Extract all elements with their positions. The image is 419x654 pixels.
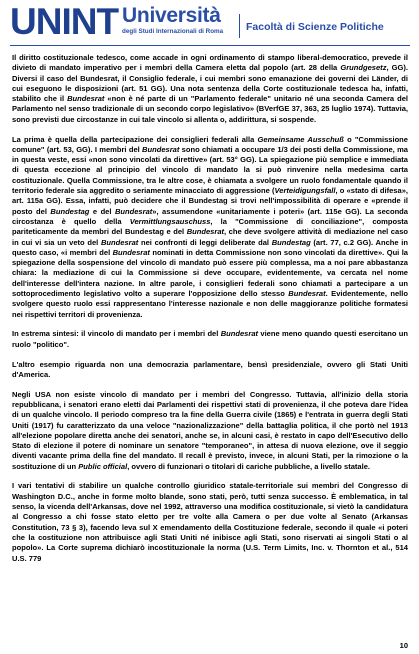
- italic-term: Bundesrat: [288, 289, 326, 299]
- header-rule: [10, 45, 410, 46]
- text-run: , la "Commissione di conciliazione", composta pariteticamente da membri del Bundestag e del: [12, 216, 409, 237]
- italic-term: Bundestag: [50, 206, 90, 216]
- text-run: nominati in detta Commissione non sono vincolati da direttive». Qui la spiegazione della sospensione del vincolo di mandato può essere più complessa, ma a noi pare abbastanza chiara: la mediazione di cui la Commissione si deve occupare, evidentemente, va cercata nel nome dell'interesse dell'intera nazione. In altre parole, i consiglieri federali sono chiamati a partecipare a un sottoprocedimento legislativo volto a superare l'opposizione dello stesso: [12, 247, 408, 299]
- italic-term: Bundesrat: [220, 329, 259, 339]
- logo-universita-text: Università: [122, 4, 221, 27]
- text-run: , o «stato di difesa», art. 115a GG). Essa, infatti, può decidere che il Bundestag si trovi nell'impossibilità di operare e «prende il posto del: [12, 186, 408, 216]
- italic-term: Gemeinsame Ausschuß: [257, 134, 344, 144]
- text-run: , GG). Diversi il caso del Bundesrat, il Consiglio federale, i cui membri sono emanazione dei governi dei Länder, di cui eseguono le disposizioni (art. 51 GG). Una nota sentenza della Corte costituzionale tedesca ha, infatti, stabilito che il: [12, 63, 409, 104]
- logo-right-block: [122, 2, 223, 36]
- italic-term: Bundesrat: [100, 237, 139, 247]
- text-run: I vari tentativi di stabilire un qualche controllo giuridico statale-territoriale sui membri del Congresso di Washington D.C., anche in forme molto blande, sono stati, però, tutti senza successo. È emblematica, in tal senso, la vicenda dell'Arkansas, dove nel 1992, attraverso una modifica costituzionale, si vietò la candidatura al Congresso a chi fosse stato eletto per tre volte alla Camera o per due volte al Senato (Arkansas Constitution, 73 § 3), facendo leva sul X emendamento della Costituzione federale, secondo il quale «i poteri che la costituzione non attribuisce agli Stati Uniti né inibisce agli Stati, sono riservati ai singoli Stati o al popolo». La Corte suprema dichiarò incostituzionale la norma (U.S. Term Limits, Inc. v. Thornton et al., 514 U.S. 779: [12, 481, 408, 563]
- text-run: », assumendone «unitariamente i poteri» (art. 115e GG). La seconda circostanza è quello della: [12, 206, 408, 226]
- university-logo: [10, 2, 223, 42]
- text-run: . Evidentemente, nello svolgere questo ruolo essi rappresentano l'interesse nazionale e non delle maggioranze politiche formatesi nei rispettivi territori di provenienza.: [12, 289, 408, 319]
- paragraph-3: [12, 329, 408, 350]
- italic-term: Bundesrat: [142, 144, 180, 154]
- text-run: nei confronti di leggi deliberate dal: [138, 237, 272, 247]
- italic-term: Verteidigungsfall: [274, 186, 336, 196]
- text-run: sono chiamati a occupare 1/3 dei posti della Commissione, ma in questa veste, essi «non sono vincolati da direttive» (art. 53° GG). La spiegazione più semplice e immediata di questa eccezione al principio del vincolo di mandato la si può rinvenire nella medesima carta costituzionale. Quella Commissione, tra le altre cose, è chiamata a svolgere un ruolo fondamentale quando il territorio federale sia aggredito o seriamente minacciato di aggressione (: [12, 144, 408, 196]
- body-text: [12, 53, 408, 573]
- text-run: La prima è quella della partecipazione dei consiglieri federali alla: [12, 134, 258, 144]
- logo-subtitle: degli Studi Internazionali di Roma: [122, 28, 224, 35]
- paragraph-2: [12, 135, 408, 320]
- text-run: e del: [89, 206, 115, 216]
- italic-term: Bundesrat: [112, 247, 150, 257]
- text-run: (art. 77, c.2 GG). Anche in questo caso, «i membri del: [12, 237, 409, 257]
- italic-term: Bundesrat: [114, 206, 153, 216]
- italic-term: Bundesrat: [186, 227, 225, 237]
- text-run: Negli USA non esiste vincolo di mandato per i membri del Congresso. Tuttavia, all'inizio della storia repubblicana, i senatori erano eletti dai Parlamenti dei rispettivi stati di provenienza, il che poteva dare l'idea di un qualche vincolo. Il periodo compreso tra la fine della Guerra civile (1865) e l'entrata in guerra degli Stati Uniti (1917) fu caratterizzato da una veloce "nazionalizzazione" della battaglia politica, il che portò nel 1913 all'elezione popolare diretta anche dei senatori, anche se, in alcuni casi, è restato in capo dell'Esecutivo dello Stato di elezione il potere di nominare un senatore "temporaneo", in attesa di nuova elezione, ove il seggio diventi vacante prima della fine del mandato. Il recall è previsto, invece, in alcuni Stati, per la rimozione o la sostituzione di un: [12, 389, 408, 471]
- text-run: «non è né parte di un "Parlamento federale" unitario né una seconda Camera del Parlamento nel senso tradizionale di un secondo corpo legislativo» (BVerfGE 37, 363, 25 luglio 1974). Tuttavia, sono previsti due circostanze in cui tale vincolo si allenta o, addirittura, si sospende.: [12, 94, 408, 124]
- page-number: 10: [399, 641, 408, 650]
- italic-term: Bundesrat: [67, 94, 105, 104]
- italic-term: Public official: [78, 461, 128, 471]
- text-run: L'altro esempio riguarda non una democrazia parlamentare, bensì presidenziale, ovvero gli Stati Uniti d'America.: [12, 359, 408, 379]
- page-header: [0, 0, 419, 44]
- text-run: Il diritto costituzionale tedesco, come accade in ogni ordinamento di stampo liberal-democratico, prevede il divieto di mandato imperativo per i membri della Camera eletta dal popolo (art. 28 della: [12, 53, 408, 73]
- italic-term: Grundgesetz: [340, 63, 387, 73]
- paragraph-4: [12, 360, 408, 381]
- logo-unint-text: UNINT: [10, 1, 119, 42]
- italic-term: Bundestag: [271, 237, 311, 247]
- text-run: viene meno quando questi esercitano un ruolo "politico".: [12, 329, 408, 349]
- paragraph-6: [12, 481, 408, 563]
- text-run: In estrema sintesi: il vincolo di mandato per i membri del: [12, 329, 221, 339]
- italic-term: Vermittlungsauschuss: [129, 216, 211, 226]
- paragraph-5: [12, 390, 408, 472]
- text-run: , che deve svolgere attività di mediazione nel caso in cui vi sia un veto del: [12, 227, 409, 247]
- header-divider: [239, 14, 240, 38]
- faculty-name: Facoltà di Scienze Politiche: [246, 21, 384, 33]
- text-run: o "Commissione comune" (art. 53, GG). I membri del: [12, 134, 408, 154]
- text-run: , ovvero di funzionari o titolari di cariche pubbliche, a livello statale.: [127, 461, 370, 471]
- paragraph-1: [12, 53, 408, 125]
